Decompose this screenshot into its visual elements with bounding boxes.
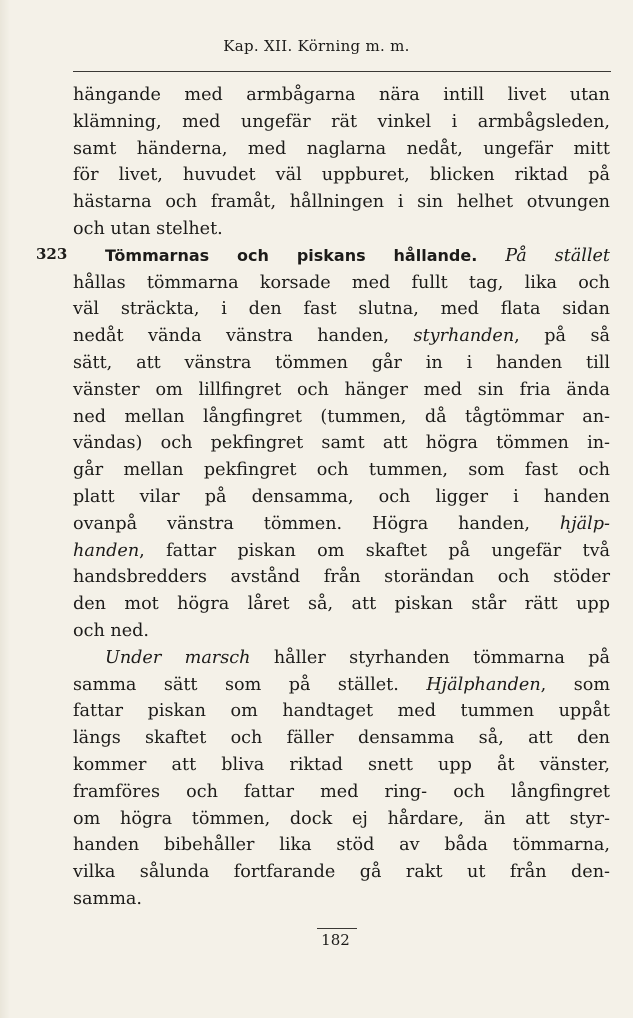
text-line: sätt, att vänstra tömmen går in i handen till: [73, 352, 610, 373]
page-number: 182: [321, 931, 350, 949]
text-line: hängande med armbågarna nära intill livet utan: [73, 85, 610, 105]
text-span: , som: [540, 674, 611, 695]
text-line: klämning, med ungefär rät vinkel i armbågsleden,: [73, 111, 610, 132]
text-line: [73, 538, 610, 565]
text-line: samma.: [73, 888, 142, 909]
text-line: kommer att bliva riktad snett upp åt vänster,: [73, 754, 610, 775]
text-line: väl sträckta, i den fast slutna, med flata sidan: [73, 299, 610, 320]
footer-rule: [317, 928, 357, 929]
text-line: [73, 672, 610, 699]
text-line: ned mellan långfingret (tummen, då tågtömmar an-: [73, 406, 610, 427]
margin-paragraph-number: 323: [36, 245, 68, 263]
italic-phrase: Under marsch: [105, 647, 251, 668]
text-line: den mot högra låret så, att piskan står rätt upp: [73, 594, 610, 615]
text-line: och ned.: [73, 620, 149, 641]
italic-phrase: hjälp-: [559, 513, 610, 534]
page-edge-shadow: [0, 0, 10, 1018]
italic-phrase: handen: [73, 540, 140, 561]
text-line: fattar piskan om handtaget med tummen uppåt: [73, 701, 610, 722]
text-span: , fattar piskan om skaftet på ungefär två: [139, 540, 610, 561]
text-line: vänster om lillfingret och hänger med sin fria ända: [73, 379, 610, 400]
text-line: hästarna och framåt, hållningen i sin helhet otvungen: [73, 192, 610, 213]
text-line: platt vilar på densamma, och ligger i handen: [73, 486, 610, 507]
text-line: vilka sålunda fortfarande gå rakt ut från den-: [73, 862, 610, 883]
italic-phrase: styrhanden: [413, 326, 515, 347]
text-line: [73, 323, 610, 350]
text-line: vändas) och pekfingret samt att högra tömmen in-: [73, 433, 610, 454]
body-text: [73, 82, 610, 913]
text-span: samma sätt som på stället.: [73, 674, 399, 695]
text-line: för livet, huvudet väl uppburet, blicken riktad på: [73, 165, 610, 186]
text-line: framföres och fattar med ring- och långfingret: [73, 781, 610, 802]
text-span: håller styrhanden tömmarna på: [250, 647, 610, 668]
italic-phrase: På stället: [505, 245, 611, 266]
text-line: [73, 645, 610, 672]
italic-phrase: Hjälphanden: [426, 674, 541, 695]
header-rule: [73, 71, 611, 72]
text-line: går mellan pekfingret och tummen, som fast och: [73, 460, 610, 481]
text-line: [73, 511, 610, 538]
text-span: , på så: [514, 326, 610, 347]
text-line: hållas tömmarna korsade med fullt tag, lika och: [73, 272, 610, 293]
text-line: om högra tömmen, dock ej hårdare, än att styr-: [73, 808, 610, 829]
text-line: samt händerna, med naglarna nedåt, ungefär mitt: [73, 138, 610, 159]
text-span: nedåt vända vänstra handen,: [73, 326, 390, 347]
text-line: längs skaftet och fäller densamma så, att den: [73, 728, 610, 749]
text-line: handen bibehåller lika stöd av båda tömmarna,: [73, 835, 610, 856]
text-span: ovanpå vänstra tömmen. Högra handen,: [73, 513, 530, 534]
text-line: handsbredders avstånd från storändan och stöder: [73, 567, 610, 588]
section-heading-line: [73, 243, 610, 270]
text-line: och utan stelhet.: [73, 218, 223, 239]
running-head: Kap. XII. Körning m. m.: [223, 37, 410, 55]
section-title: Tömmarnas och piskans hållande.: [105, 245, 478, 265]
